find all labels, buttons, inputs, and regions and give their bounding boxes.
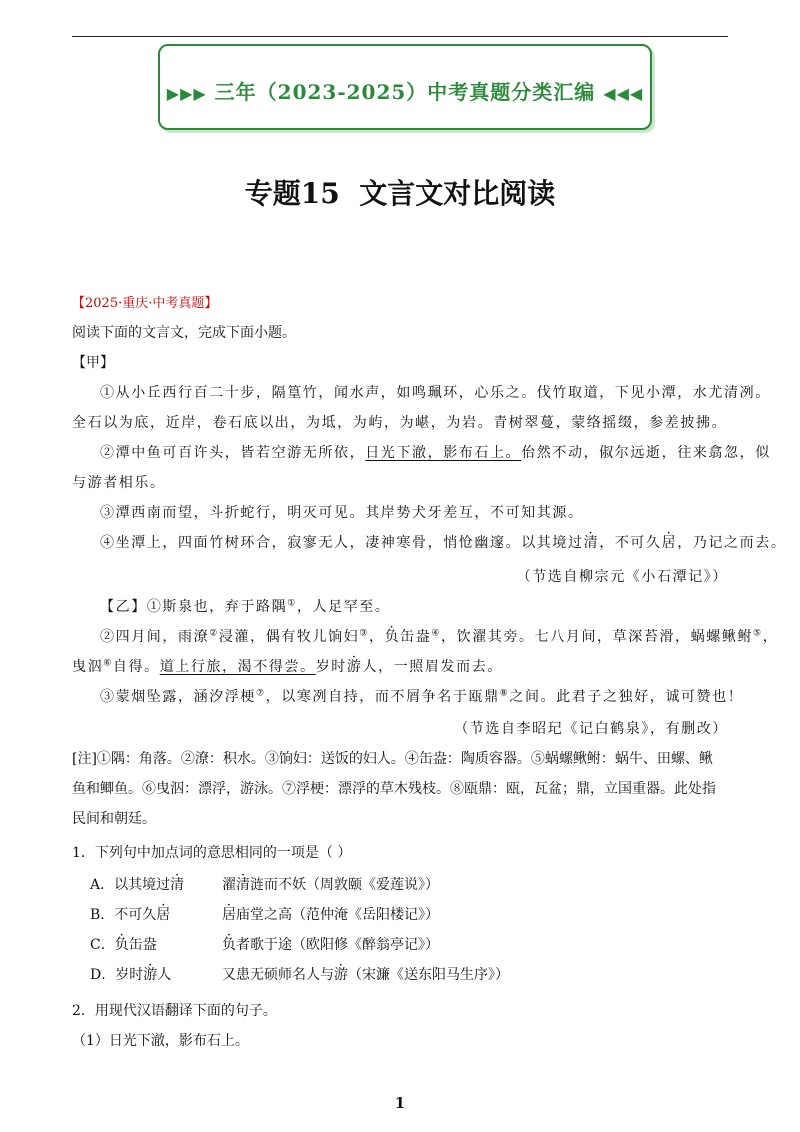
note-ref-6: ⑥ — [103, 658, 113, 669]
note-ref-3: ③ — [359, 628, 369, 639]
jia-p4-b: ，不可久 — [599, 535, 662, 551]
option-c-dot: 负 — [114, 937, 129, 953]
option-a-right-pre: 濯 — [222, 877, 236, 893]
option-a-key: A．以其境过 — [90, 877, 171, 893]
jia-p2-pre: ②潭中鱼可百许头，皆若空游无所依， — [100, 445, 366, 461]
jia-p2-line2: 与游者相乐。 — [72, 475, 166, 491]
banner-arrows-left: ▶▶▶ — [166, 84, 207, 103]
yi-p1-a: ①斯泉也，弃于路隅 — [146, 599, 288, 615]
option-d-right-dot: 游 — [334, 967, 348, 983]
yi-p2-a: ②四月间，雨潦 — [100, 629, 210, 645]
yi-p2-d: 缶盎 — [400, 629, 432, 645]
banner-title: 三年（2023-2025）中考真题分类汇编 — [214, 80, 596, 104]
option-b-right-post: 庙堂之高（范仲淹《岳阳楼记》） — [236, 907, 439, 923]
notes-line2: 鱼和鲫鱼。⑥曳泅：漂浮，游泳。⑦浮梗：漂浮的草木残枝。⑧瓯鼎：瓯，瓦盆；鼎，立国重器。此处指 — [72, 781, 716, 797]
dotted-word-you: 游 — [346, 659, 363, 675]
option-d-dot: 游 — [143, 967, 158, 983]
banner-text — [160, 76, 650, 105]
note-ref-8: ⑧ — [499, 688, 510, 699]
q1-stem: 1．下列句中加点词的意思相同的一项是（ ） — [72, 845, 352, 861]
yi-source: （节选自李昭玘《记白鹤泉》，有删改） — [454, 721, 728, 737]
q1-option-c-right — [222, 934, 439, 954]
option-b-right-dot: 居 — [222, 907, 236, 923]
yi-p2-c: ， — [368, 629, 385, 645]
q2-sub1: （1）日光下澈，影布石上。 — [72, 1033, 249, 1049]
option-d-key-post: 人 — [157, 967, 172, 983]
note-ref-2: ② — [209, 628, 219, 639]
yi-p2-line1 — [72, 626, 779, 646]
option-c-right-post: 者歌于途（欧阳修《醉翁亭记》） — [236, 937, 439, 953]
yi-underlined-sentence: 道上行旅，渴不得尝。 — [159, 659, 316, 675]
jia-p1-line2: 全石以为底，近岸，卷石底以出，为坻，为屿，为嵁，为岩。青树翠蔓，蒙络摇缀，参差披拂。 — [72, 415, 728, 431]
yi-p2-g: 曳泅 — [72, 659, 104, 675]
option-b-dot: 居 — [156, 907, 171, 923]
option-a-right-dot: 清 — [236, 877, 250, 893]
dotted-word-qing: 清 — [583, 535, 600, 551]
q1-option-a-left — [90, 874, 184, 894]
q1-option-c-left — [90, 934, 157, 954]
jia-p3: ③潭西南而望，斗折蛇行，明灭可见。其岸势犬牙差互，不可知其源。 — [100, 505, 584, 521]
yi-p3-b: ，以寒冽自持，而不屑争名于瓯鼎 — [265, 689, 500, 705]
option-a-dot: 清 — [170, 877, 185, 893]
yi-label: 【乙】 — [100, 599, 147, 615]
option-d-right-pre: 又患无硕师名人与 — [222, 967, 334, 983]
jia-label: 【甲】 — [72, 355, 114, 371]
yi-p2-i: 岁时 — [315, 659, 347, 675]
yi-p3-c: 之间。此君子之独好，诚可赞也！ — [509, 689, 744, 705]
banner-arrows-right: ◀◀◀ — [603, 84, 644, 103]
q1-option-b-left — [90, 904, 170, 924]
page-title: 专题15 文言文对比阅读 — [244, 177, 556, 210]
option-d-right-post: （宋濂《送东阳马生序》） — [348, 967, 509, 983]
option-c-right-dot: 负 — [222, 937, 236, 953]
note-ref-7: ⑦ — [256, 688, 266, 699]
yi-p2-b: 浸灌，偶有牧儿饷妇 — [218, 629, 360, 645]
jia-underlined-sentence: 日光下澈，影布石上。 — [365, 445, 522, 461]
page-number: 1 — [394, 1094, 406, 1112]
series-banner — [158, 44, 652, 130]
note-ref-5: ⑤ — [753, 628, 763, 639]
jia-p4-c: ，乃记之而去。 — [677, 535, 787, 551]
note-ref-4: ④ — [431, 628, 442, 639]
option-d-key: D．岁时 — [90, 967, 144, 983]
notes-line1: [注]①隅：角落。②潦：积水。③饷妇：送饭的妇人。④缶盎：陶质容器。⑤蜗螺鳅鲋：蜗牛、田螺、鳅 — [72, 751, 713, 767]
source-tag: 【2025·重庆·中考真题】 — [72, 296, 218, 311]
yi-p1 — [72, 596, 756, 616]
jia-p4-a: ④坐潭上，四面竹树环合，寂寥无人，凄神寒骨，悄怆幽邃。以其境过 — [100, 535, 584, 551]
yi-p3 — [72, 686, 756, 706]
jia-p2-line1 — [72, 442, 771, 462]
note-ref-1: ① — [287, 598, 297, 609]
q1-option-a-right — [222, 874, 439, 894]
yi-p2-j: 人，一照眉发而去。 — [362, 659, 503, 675]
dotted-word-fu: 负 — [384, 629, 401, 645]
yi-p2-h: 自得。 — [112, 659, 160, 675]
q1-option-d-left — [90, 964, 171, 984]
jia-p2-post: 佁然不动，俶尔远逝，往来翕忽，似 — [521, 445, 771, 461]
option-b-key: B．不可久 — [90, 907, 157, 923]
notes-line3: 民间和朝廷。 — [72, 811, 156, 827]
yi-p1-b: ，人足罕至。 — [296, 599, 391, 615]
dotted-word-ju: 居 — [661, 535, 678, 551]
yi-p2-e: ，饮濯其旁。七八月间，草深苔滑，蜗螺鳅鲋 — [441, 629, 754, 645]
jia-source: （节选自柳宗元《小石潭记》） — [516, 569, 728, 585]
q2-stem: 2．用现代汉语翻译下面的句子。 — [72, 1003, 277, 1019]
jia-p1-line1: ①从小丘西行百二十步，隔篁竹，闻水声，如鸣珮环，心乐之。伐竹取道，下见小潭，水尤清冽。 — [100, 385, 771, 401]
q1-option-d-right — [222, 964, 509, 984]
yi-p2-line2 — [72, 656, 728, 676]
option-c-key-post: 缶盎 — [128, 937, 157, 953]
instruction: 阅读下面的文言文，完成下面小题。 — [72, 325, 296, 341]
option-a-right-post: 涟而不妖（周敦颐《爱莲说》） — [250, 877, 439, 893]
q1-option-b-right — [222, 904, 439, 924]
yi-p2-f: ， — [762, 629, 779, 645]
jia-p4 — [72, 532, 787, 552]
header-rule — [72, 36, 728, 37]
yi-p3-a: ③蒙烟坠露，涵汐浮梗 — [100, 689, 256, 705]
option-c-key: C． — [90, 937, 115, 953]
